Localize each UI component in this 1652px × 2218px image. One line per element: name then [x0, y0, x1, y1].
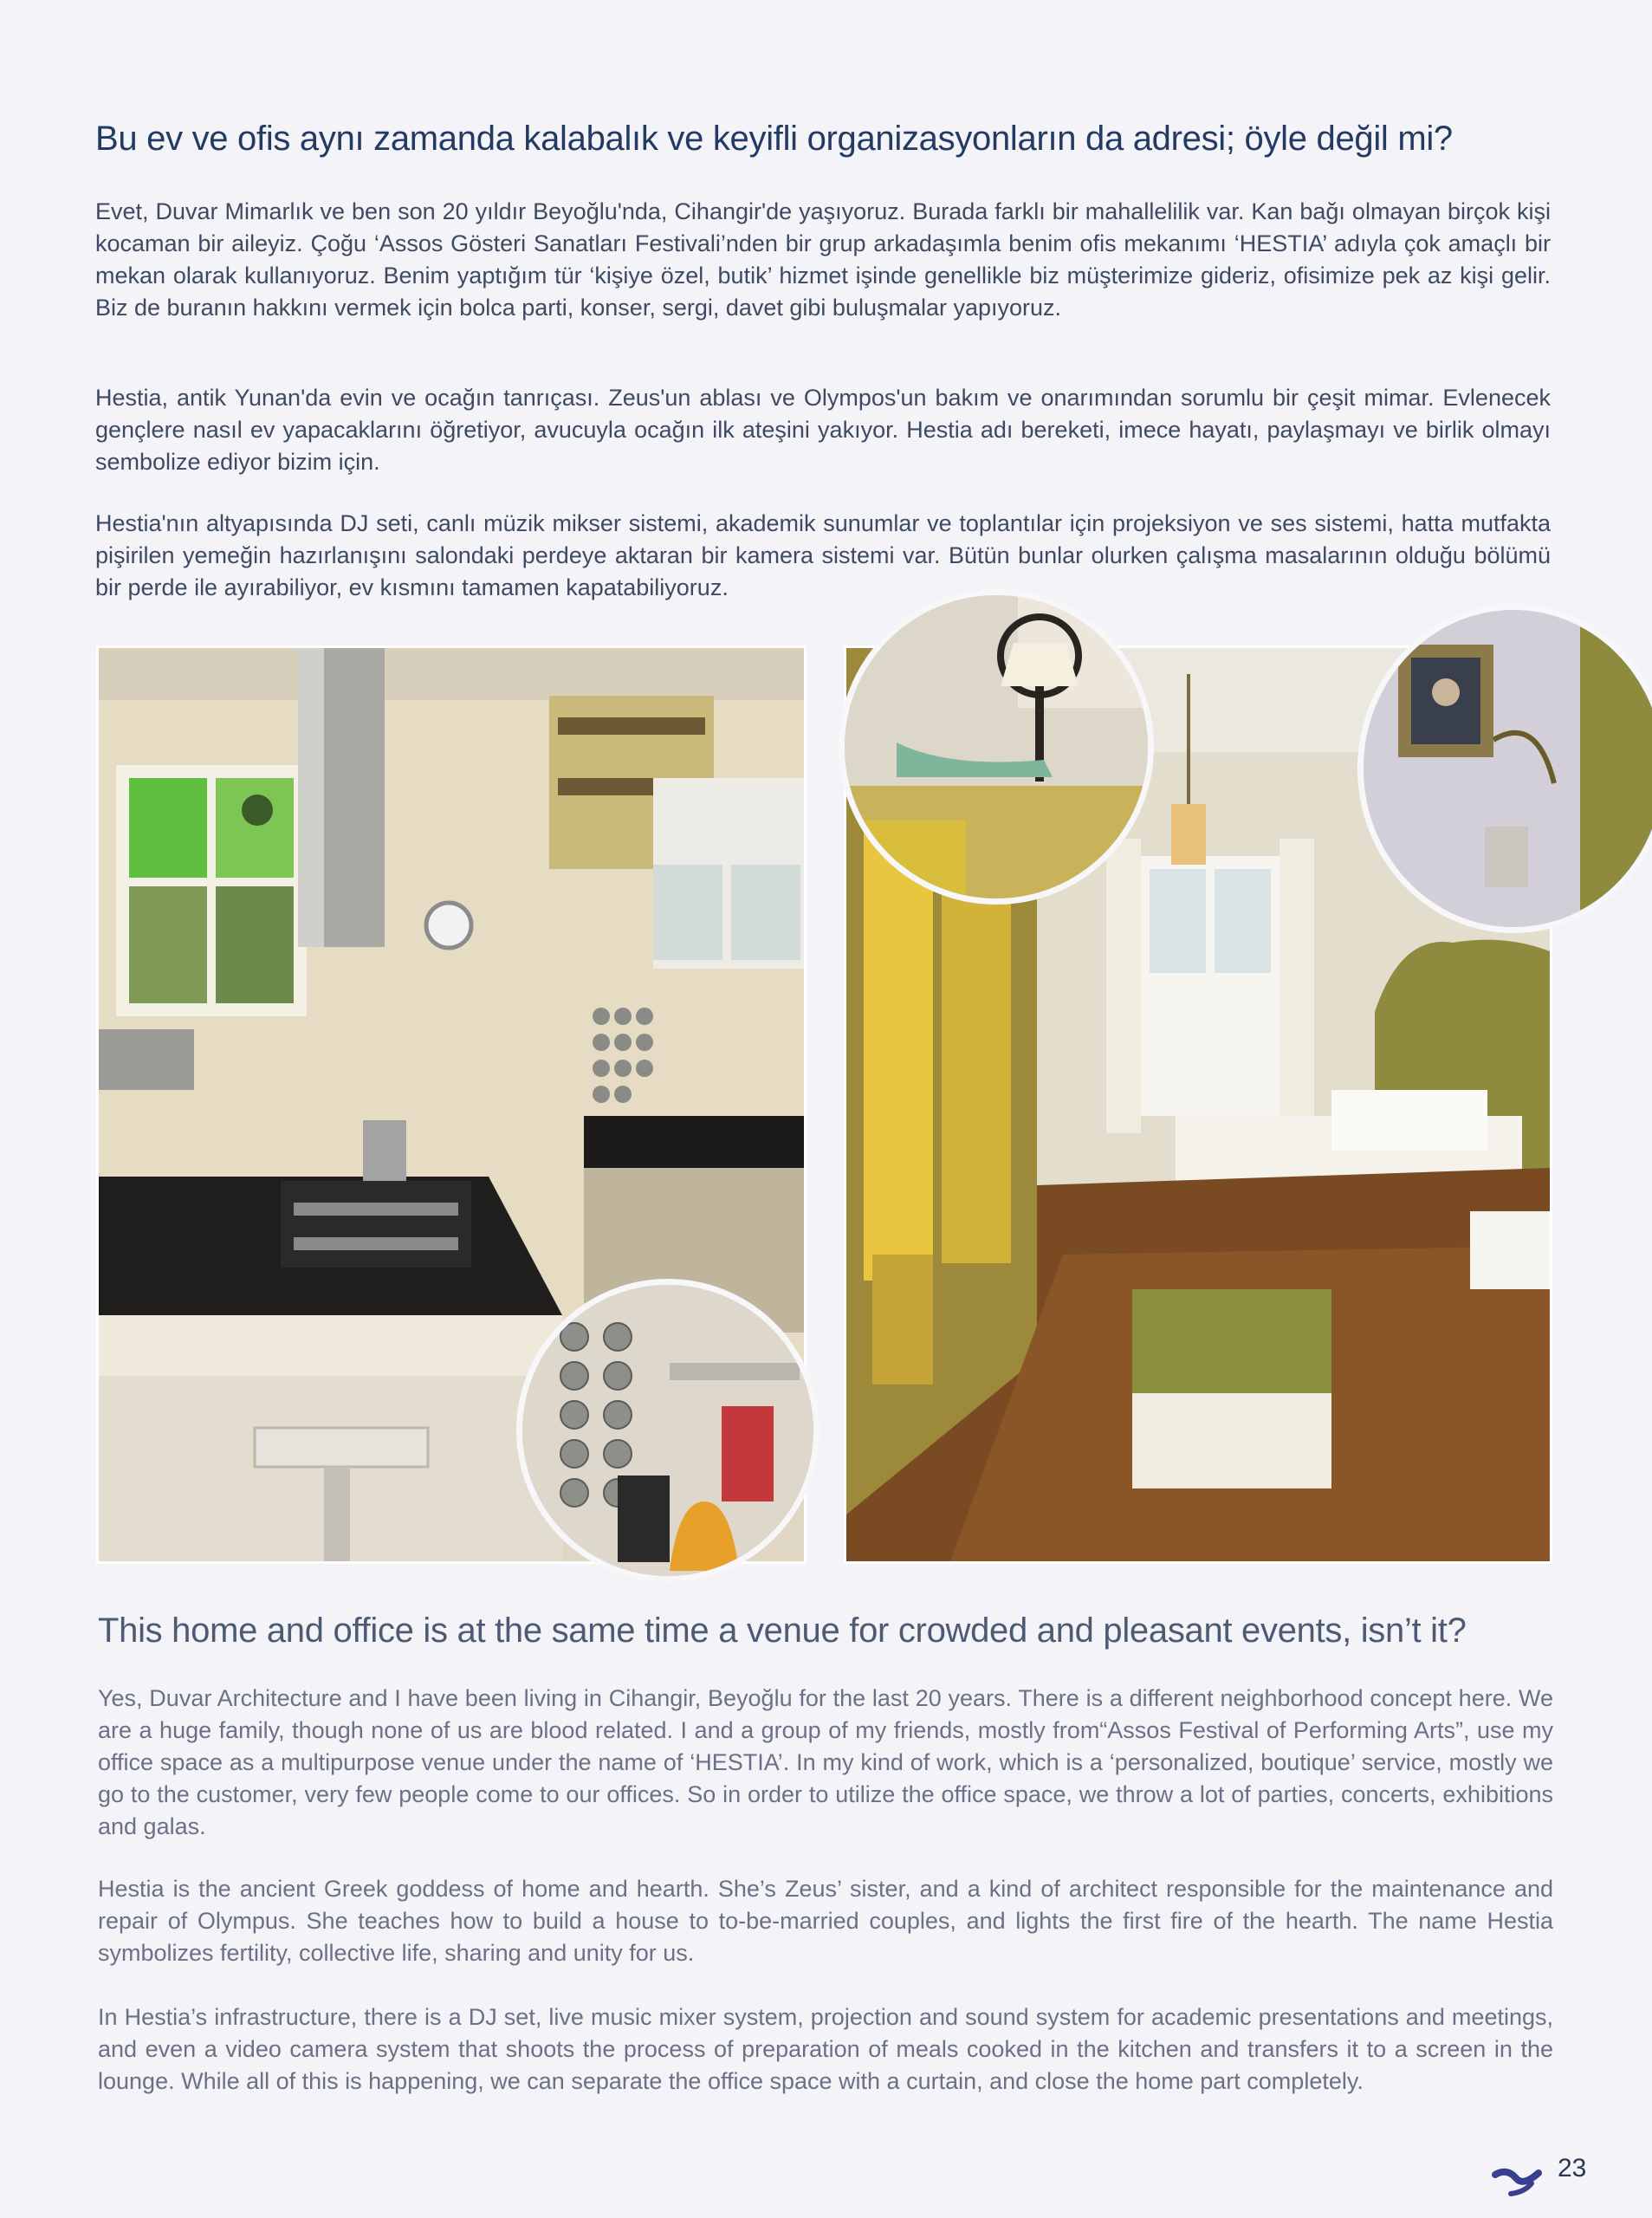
portrait-illustration — [1364, 610, 1652, 927]
spice-rack-illustration — [522, 1285, 813, 1576]
english-paragraph-2: Hestia is the ancient Greek goddess of home and hearth. She’s Zeus’ sister, and a kind of architect responsible for the maintenance and repair of Olympus. She teaches how to build a house to to-be-married couples, and lights the first fire of the hearth. The name Hestia symbolizes fertility, collective life, sharing and unity for us. — [98, 1876, 1553, 1966]
turkish-paragraph-1: Evet, Duvar Mimarlık ve ben son 20 yıldır Beyoğlu'nda, Cihangir'de yaşıyoruz. Burada farklı bir mahallelilik var. Kan bağı olmayan birçok kişi kocaman bir aileyiz. Çoğu ‘Assos Gösteri Sanatları Festivali’nden bir grup arkadaşımla benim ofis mekanımı ‘HESTIA’ adıyla çok amaçlı bir mekan olarak kullanıyoruz. Benim yaptığım tür ‘kişiye özel, butik’ hizmet işinde genellikle biz müşterimize gideriz, ofisimize pek az kişi gelir. Biz de buranın hakkını vermek için bolca parti, konser, sergi, davet gibi buluşmalar yapıyoruz. — [95, 198, 1551, 321]
magazine-logo-icon — [1490, 2149, 1545, 2201]
turkish-paragraph-3: Hestia'nın altyapısında DJ seti, canlı müzik mikser sistemi, akademik sunumlar ve toplantılar için projeksiyon ve ses sistemi, hatta mutfakta pişirilen yemeğin hazırlanışını salondaki perdeye aktaran bir kamera sistemi var. Bütün bunlar olurken çalışma masalarının olduğu bölümü bir perde ile ayırabiliyor, ev kısmını tamamen kapatabiliyoruz. — [95, 510, 1551, 600]
turkish-paragraph-2: Hestia, antik Yunan'da evin ve ocağın tanrıçası. Zeus'un ablası ve Olympos'un bakım ve onarımından sorumlu bir çeşit mimar. Evlenecek gençlere nasıl ev yapacaklarını öğretiyor, avucuyla ocağın ilk ateşini yakıyor. Hestia adı bereketi, imece hayatı, paylaşmayı ve birlik olmayı sembolize ediyor bizim için. — [95, 385, 1551, 475]
page-number: 23 — [1558, 2154, 1587, 2182]
english-paragraph-3: In Hestia’s infrastructure, there is a DJ set, live music mixer system, projection and sound system for academic presentations and meetings, and even a video camera system that shoots the process of preparation of meals cooked in the kitchen and transfers it to a screen in the lounge. While all of this is happening, we can separate the office space with a curtain, and close the home part completely. — [98, 2004, 1553, 2094]
lamp-illustration — [845, 595, 1148, 898]
english-paragraph-1: Yes, Duvar Architecture and I have been living in Cihangir, Beyoğlu for the last 20 years. There is a different neighborhood concept here. We are a huge family, though none of us are blood related. I and a group of my friends, mostly from“Assos Festival of Performing Arts”, use my office space as a multipurpose venue under the name of ‘HESTIA’. In my kind of work, which is a ‘personalized, boutique’ service, mostly we go to the customer, very few people come to our offices. So in order to utilize the office space, we throw a lot of parties, concerts, exhibitions and galas. — [98, 1685, 1553, 1839]
turkish-heading: Bu ev ve ofis aynı zamanda kalabalık ve keyifli organizasyonların da adresi; öyle değil mi? — [95, 120, 1453, 158]
portrait-detail-inset — [1357, 604, 1652, 933]
lamp-detail-inset — [839, 589, 1154, 905]
spice-rack-detail-inset — [516, 1279, 820, 1582]
english-heading: This home and office is at the same time a venue for crowded and pleasant events, isn’t it? — [98, 1612, 1467, 1650]
